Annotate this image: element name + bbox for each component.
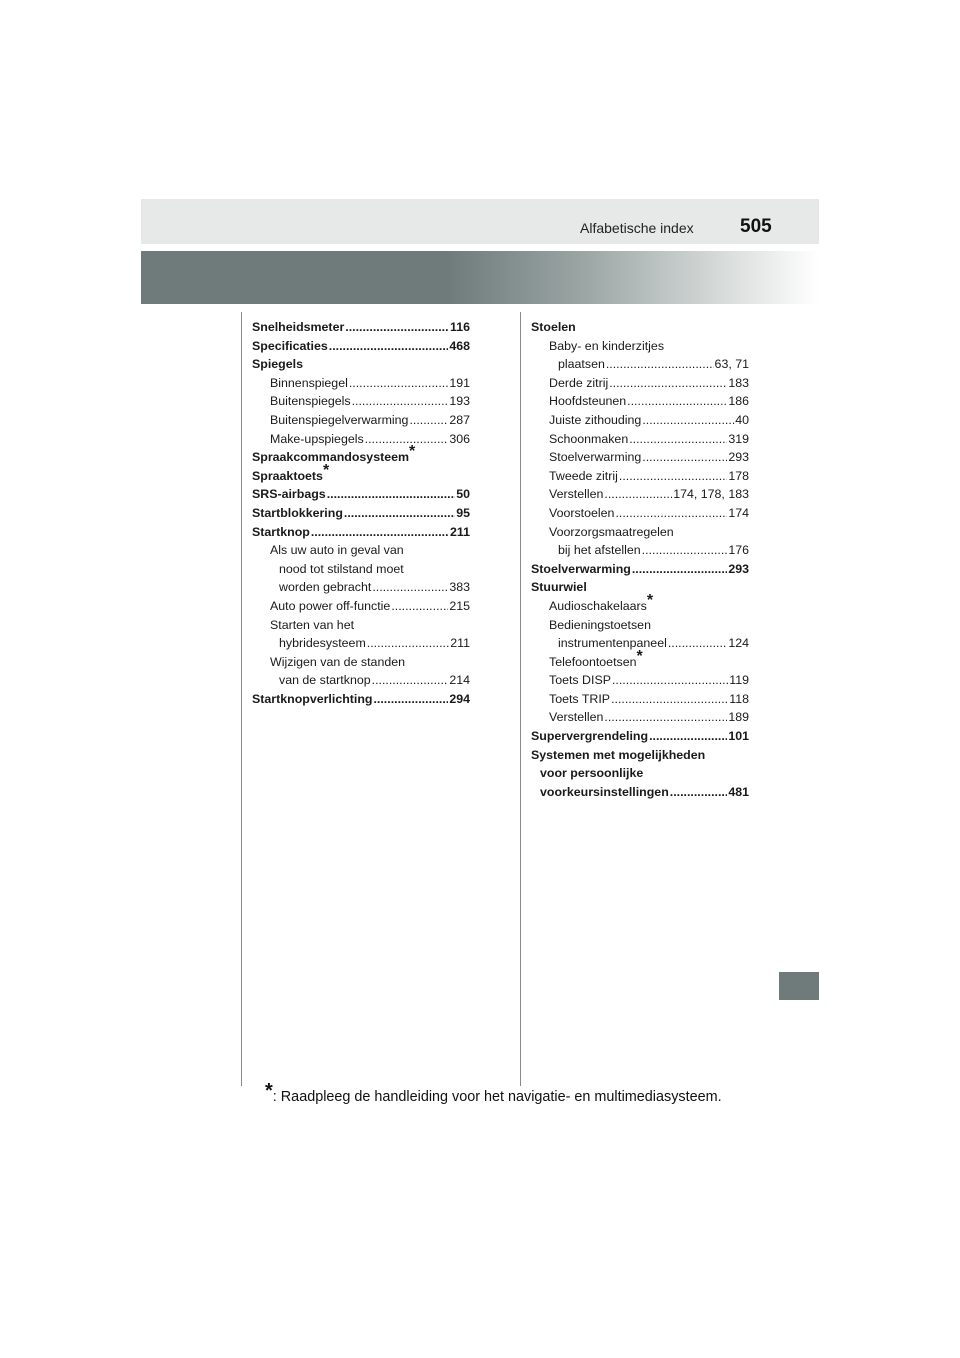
page-ref: 50 — [456, 487, 470, 502]
thumb-index-tab — [779, 972, 819, 1000]
index-heading: Stoelen — [531, 320, 576, 334]
page-ref: 191 — [449, 375, 470, 390]
index-subentry-continued: bij het afstellen ..... 176 — [531, 541, 749, 560]
index-subentry-continued: nood tot stilstand moet — [279, 561, 404, 576]
index-subentry: Audioschakelaars* — [549, 591, 654, 613]
column-divider-middle — [520, 312, 521, 1086]
page-ref: 211 — [450, 636, 470, 651]
index-subentry: Starten van het — [270, 617, 355, 632]
page-ref: 174, 178, 183 — [673, 487, 749, 502]
page-ref: 186 — [728, 394, 749, 409]
index-column-left — [252, 318, 470, 708]
index-subentry-continued: hybridesysteem ..... 211 — [252, 634, 470, 653]
page-ref: 383 — [449, 580, 470, 595]
index-subentry: Buitenspiegelverwarming ..... 287 — [252, 411, 470, 430]
index-entry: Spraakcommandosysteem* — [252, 443, 416, 465]
index-subentry: Voorzorgsmaatregelen — [549, 524, 674, 539]
index-subentry: Derde zitrij ..... 183 — [531, 374, 749, 393]
index-subentry: Hoofdsteunen ..... 186 — [531, 392, 749, 411]
page-ref: 183 — [728, 375, 749, 390]
index-subentry: Juiste zithouding ..... 40 — [531, 411, 749, 430]
page-ref: 63, 71 — [714, 357, 749, 372]
index-subentry: Binnenspiegel ..... 191 — [252, 374, 470, 393]
page-ref: 293 — [728, 561, 749, 576]
page-ref: 116 — [450, 320, 470, 334]
index-subentry-continued: van de startknop ..... 214 — [252, 671, 470, 690]
index-subentry: Wijzigen van de standen — [270, 654, 406, 669]
page-ref: 294 — [449, 691, 470, 706]
asterisk-mark: * — [646, 591, 654, 609]
page-ref: 40 — [735, 412, 749, 427]
page-ref: 211 — [450, 524, 470, 539]
index-entry: SRS-airbags ..... 50 — [252, 485, 470, 504]
index-entry-continued: voor persoonlijke — [540, 766, 644, 781]
index-subentry: Verstellen ..... 189 — [531, 708, 749, 727]
index-entry: Stoelverwarming ..... 293 — [531, 560, 749, 579]
index-entry: Systemen met mogelijkheden — [531, 747, 706, 762]
page-ref: 481 — [728, 784, 749, 799]
page-ref: 118 — [729, 691, 749, 706]
page-ref: 119 — [729, 673, 749, 688]
asterisk-mark: * — [322, 461, 330, 479]
index-entry: Supervergrendeling ..... 101 — [531, 727, 749, 746]
index-subentry: Toets TRIP ..... 118 — [531, 690, 749, 709]
page-ref: 287 — [449, 412, 470, 427]
footnote-text: : Raadpleeg de handleiding voor het navigatie- en multimediasysteem. — [272, 1089, 722, 1105]
index-entry: Startblokkering ..... 95 — [252, 504, 470, 523]
column-divider-left — [241, 312, 242, 1086]
index-entry: Startknop ..... 211 — [252, 523, 470, 542]
section-title: Alfabetische index — [580, 220, 694, 236]
page-number: 505 — [740, 216, 772, 237]
page-ref: 178 — [728, 468, 749, 483]
page-ref: 214 — [449, 673, 470, 688]
index-subentry: Auto power off-functie ..... 215 — [252, 597, 470, 616]
index-entry: Spraaktoets* — [252, 461, 330, 483]
page-ref: 306 — [449, 431, 470, 446]
page-ref: 319 — [728, 431, 749, 446]
page-ref: 95 — [456, 505, 470, 520]
asterisk-mark: * — [636, 647, 643, 665]
index-subentry: Telefoontoetsen* — [549, 647, 643, 669]
page-ref: 124 — [728, 636, 749, 651]
index-entry: Specificaties ..... 468 — [252, 337, 470, 356]
page-ref: 293 — [728, 450, 749, 465]
index-subentry: Stoelverwarming ..... 293 — [531, 448, 749, 467]
header-band — [141, 199, 819, 244]
index-subentry: Make-upspiegels ..... 306 — [252, 430, 470, 449]
index-subentry: Bedieningstoetsen — [549, 617, 651, 632]
index-subentry-continued: worden gebracht ..... 383 — [252, 578, 470, 597]
index-subentry: Als uw auto in geval van — [270, 543, 404, 558]
index-subentry: Buitenspiegels ..... 193 — [252, 392, 470, 411]
asterisk-mark: * — [265, 1080, 273, 1102]
gradient-band — [141, 251, 819, 304]
page-ref: 174 — [728, 505, 749, 520]
asterisk-mark: * — [409, 443, 416, 461]
page-ref: 189 — [728, 710, 749, 725]
index-subentry: Baby- en kinderzitjes — [549, 338, 665, 353]
index-subentry: Verstellen ..... 174, 178, 183 — [531, 485, 749, 504]
page-ref: 176 — [728, 543, 749, 558]
index-subentry: Schoonmaken ..... 319 — [531, 430, 749, 449]
index-subentry: Voorstoelen ..... 174 — [531, 504, 749, 523]
index-subentry: Toets DISP ..... 119 — [531, 671, 749, 690]
index-subentry-continued: plaatsen ..... 63, 71 — [531, 355, 749, 374]
index-entry-continued: voorkeursinstellingen ..... 481 — [531, 783, 749, 802]
index-column-right — [531, 318, 749, 801]
page-ref: 215 — [449, 598, 470, 613]
index-entry: Snelheidsmeter ..... 116 — [252, 318, 470, 337]
index-subentry-continued: instrumentenpaneel ..... 124 — [531, 634, 749, 653]
page-ref: 101 — [728, 729, 749, 744]
page-ref: 193 — [449, 394, 470, 409]
page-ref: 468 — [449, 338, 470, 353]
index-heading: Stuurwiel — [531, 580, 587, 595]
index-entry: Startknopverlichting ..... 294 — [252, 690, 470, 709]
index-subentry: Tweede zitrij ..... 178 — [531, 467, 749, 486]
footnote — [265, 1080, 722, 1105]
index-heading: Spiegels — [252, 357, 303, 372]
